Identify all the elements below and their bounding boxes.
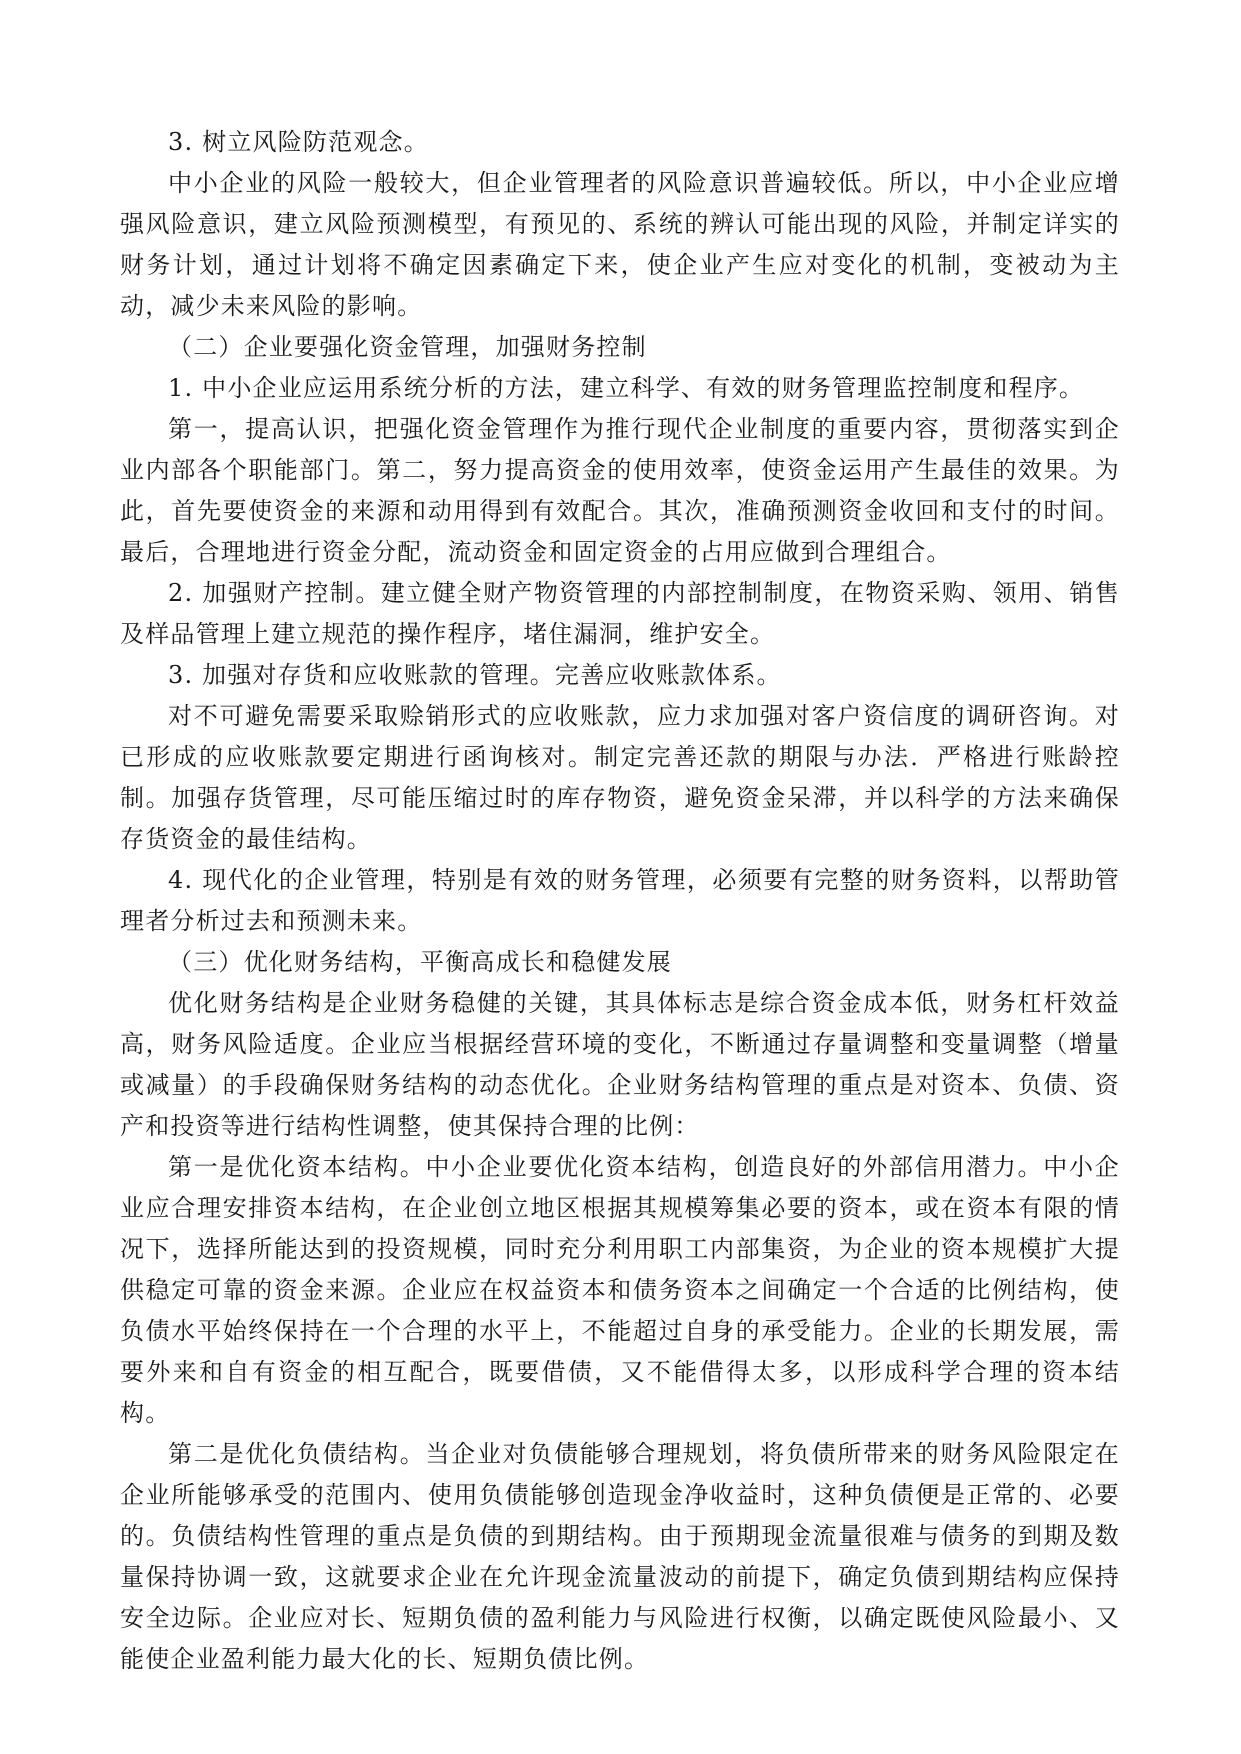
document-body — [120, 122, 1120, 1680]
section-heading-financial-structure: （三）优化财务结构，平衡高成长和稳健发展 — [168, 948, 672, 976]
paragraph-receivables: 对不可避免需要采取赊销形式的应收账款，应力求加强对客户资信度的调研咨询。对已形成的应收账款要定期进行函询核对。制定完善还款的期限与办法．严格进行账龄控制。加强存货管理，尽可能压缩过时的库存物资，避免资金呆滞，并以科学的方法来确保存货资金的最佳结构。 — [120, 702, 1120, 853]
paragraph-item-3: 3. 加强对存货和应收账款的管理。完善应收账款体系。 — [168, 661, 782, 689]
paragraph-item-1: 1. 中小企业应运用系统分析的方法，建立科学、有效的财务管理监控制度和程序。 — [168, 374, 1085, 402]
paragraph-fund-measures: 第一，提高认识，把强化资金管理作为推行现代企业制度的重要内容，贯彻落实到企业内部各个职能部门。第二，努力提高资金的使用效率，使资金运用产生最佳的效果。为此，首先要使资金的来源和动用得到有效配合。其次，准确预测资金收回和支付的时间。最后，合理地进行资金分配，流动资金和固定资金的占用应做到合理组合。 — [120, 415, 1120, 566]
paragraph-risk-awareness: 中小企业的风险一般较大，但企业管理者的风险意识普遍较低。所以，中小企业应增强风险意识，建立风险预测模型，有预见的、系统的辨认可能出现的风险，并制定详实的财务计划，通过计划将不确定因素确定下来，使企业产生应对变化的机制，变被动为主动，减少未来风险的影响。 — [120, 169, 1120, 320]
paragraph-debt-structure: 第二是优化负债结构。当企业对负债能够合理规划，将负债所带来的财务风险限定在企业所能够承受的范围内、使用负债能够创造现金净收益时，这种负债便是正常的、必要的。负债结构性管理的重点是负债的到期结构。由于预期现金流量很难与债务的到期及数量保持协调一致，这就要求企业在允许现金流量波动的前提下，确定负债到期结构应保持安全边际。企业应对长、短期负债的盈利能力与风险进行权衡，以确定既使风险最小、又能使企业盈利能力最大化的长、短期负债比例。 — [120, 1440, 1120, 1673]
section-heading-fund-management: （二）企业要强化资金管理，加强财务控制 — [168, 333, 647, 361]
paragraph-capital-structure: 第一是优化资本结构。中小企业要优化资本结构，创造良好的外部信用潜力。中小企业应合理安排资本结构，在企业创立地区根据其规模筹集必要的资本，或在资本有限的情况下，选择所能达到的投资规模，同时充分利用职工内部集资，为企业的资本规模扩大提供稳定可靠的资金来源。企业应在权益资本和债务资本之间确定一个合适的比例结构，使负债水平始终保持在一个合理的水平上，不能超过自身的承受能力。企业的长期发展，需要外来和自有资金的相互配合，既要借债，又不能借得太多，以形成科学合理的资本结构。 — [120, 1153, 1120, 1427]
paragraph-item-4: 4. 现代化的企业管理，特别是有效的财务管理，必须要有完整的财务资料，以帮助管理者分析过去和预测未来。 — [120, 866, 1120, 935]
paragraph-structure-overview: 优化财务结构是企业财务稳健的关键，其具体标志是综合资金成本低，财务杠杆效益高，财务风险适度。企业应当根据经营环境的变化，不断通过存量调整和变量调整（增量或减量）的手段确保财务结构的动态优化。企业财务结构管理的重点是对资本、负债、资产和投资等进行结构性调整，使其保持合理的比例： — [120, 989, 1120, 1140]
section-heading-risk-awareness: 3. 树立风险防范观念。 — [168, 128, 429, 156]
paragraph-item-2: 2. 加强财产控制。建立健全财产物资管理的内部控制制度，在物资采购、领用、销售及样品管理上建立规范的操作程序，堵住漏洞，维护安全。 — [120, 579, 1120, 648]
